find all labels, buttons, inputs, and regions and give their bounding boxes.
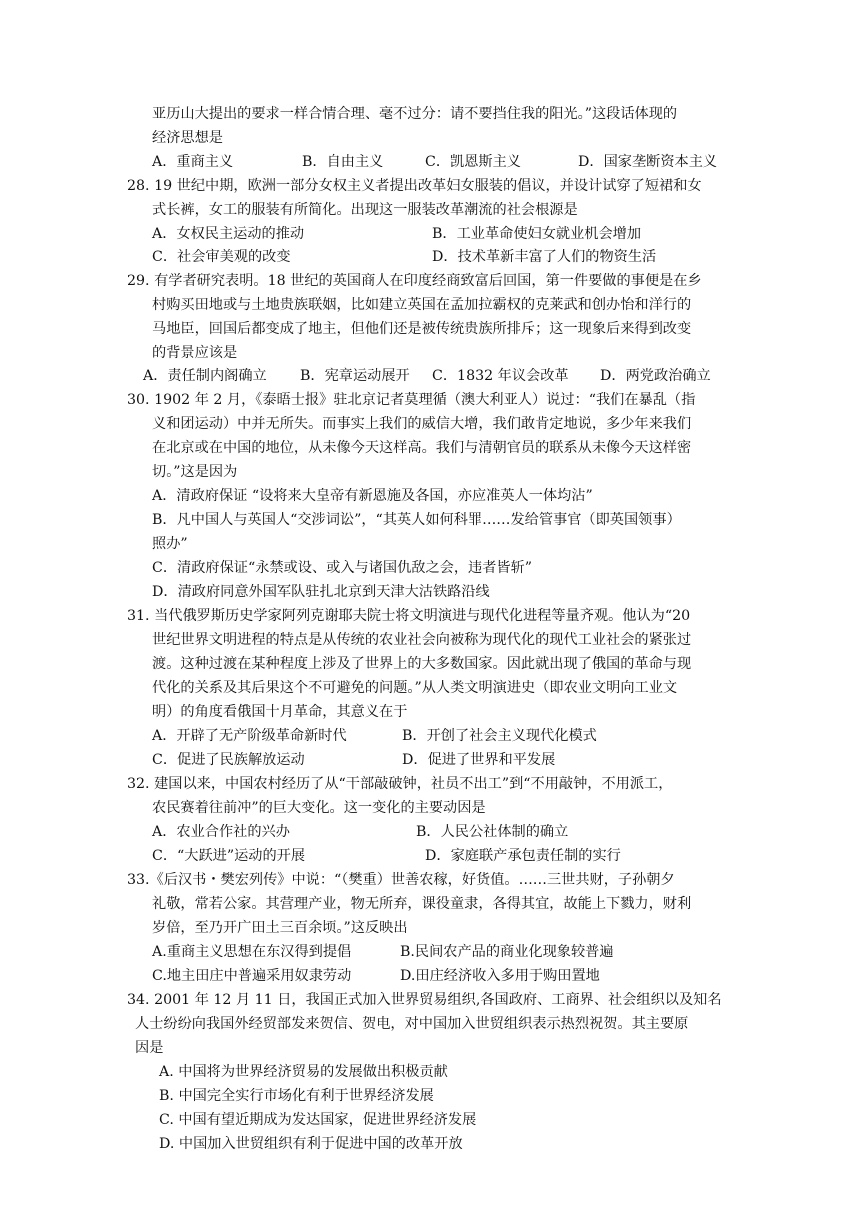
question-31-stem: 渡。这种过渡在某种程度上涉及了世界上的大多数国家。因此就出现了俄国的革命与现 xyxy=(152,656,692,672)
question-34-stem: 34. 2001 年 12 月 11 日，我国正式加入世界贸易组织,各国政府、工商界、社会组织以及知名 xyxy=(127,992,722,1008)
option-c: C．促进了民族解放运动 xyxy=(152,752,305,768)
option-b: B．凡中国人与英国人“交涉词讼”，“其英人如何科罪……发给管事官（即英国领事） xyxy=(152,512,681,528)
option-c: C．社会审美观的改变 xyxy=(152,249,291,265)
question-31-stem: 代化的关系及其后果这个不可避免的问题。”从人类文明演进史（即农业文明向工业文 xyxy=(152,680,678,696)
question-33-stem: 礼敬，常若公家。其营理产业，物无所弃，课役童隶，各得其宜，故能上下戮力，财利 xyxy=(152,896,692,912)
option-a: A. 中国将为世界经济贸易的发展做出积极贡献 xyxy=(159,1064,448,1080)
question-30-stem: 切。”这是因为 xyxy=(152,464,238,480)
option-b: B.民间农产品的商业化现象较普遍 xyxy=(400,944,614,960)
option-a: A．开辟了无产阶级革命新时代 xyxy=(152,728,347,744)
option-b: B. 中国完全实行市场化有利于世界经济发展 xyxy=(159,1088,434,1104)
option-d: D．促进了世界和平发展 xyxy=(402,752,556,768)
option-d: D.田庄经济收入多用于购田置地 xyxy=(400,968,600,984)
option-a: A.重商主义思想在东汉得到提倡 xyxy=(152,944,352,960)
question-31-stem: 31. 当代俄罗斯历史学家阿列克谢耶夫院士将文明演进与现代化进程等量齐观。他认为“20 xyxy=(127,608,691,624)
option-b: B．工业革命使妇女就业机会增加 xyxy=(432,226,642,242)
option-b: B．宪章运动展开 xyxy=(300,368,410,384)
option-c: C．清政府保证“永禁或设、或入与诸国仇敌之会，违者皆斩” xyxy=(152,560,533,576)
question-32-stem: 农民赛着往前冲”的巨大变化。这一变化的主要动因是 xyxy=(152,800,486,816)
question-34-stem: 人士纷纷向我国外经贸部发来贺信、贺电，对中国加入世贸组织表示热烈祝贺。其主要原 xyxy=(135,1016,689,1032)
question-34-stem: 因是 xyxy=(135,1040,164,1056)
question-33-stem: 33.《后汉书・樊宏列传》中说：“（樊重）世善农稼，好货值。……三世共财，子孙朝夕 xyxy=(127,872,675,888)
question-32-stem: 32. 建国以来，中国农村经历了从“干部敲破钟，社员不出工”到“不用敲钟，不用派工， xyxy=(127,776,673,792)
option-b: B．开创了社会主义现代化模式 xyxy=(402,728,597,744)
option-d: D．家庭联产承包责任制的实行 xyxy=(425,848,621,864)
option-c: C．1832 年议会改革 xyxy=(432,368,569,384)
question-29-stem: 的背景应该是 xyxy=(152,345,238,361)
option-b: B．人民公社体制的确立 xyxy=(416,824,569,840)
question-33-stem: 岁倍，至乃开广田土三百余顷。”这反映出 xyxy=(152,920,408,936)
question-29-stem: 马地臣，回国后都变成了地主，但他们还是被传统贵族所排斥；这一现象后来得到改变 xyxy=(152,321,692,337)
option-c: C.地主田庄中普遍采用奴隶劳动 xyxy=(152,968,352,984)
question-27-text-line: 经济思想是 xyxy=(152,130,223,146)
option-d: D．两党政治确立 xyxy=(600,368,711,384)
option-c: C．“大跃进”运动的开展 xyxy=(152,848,306,864)
option-d: D．国家垄断资本主义 xyxy=(578,154,718,170)
question-28-stem: 式长裤，女工的服装有所简化。出现这一服装改革潮流的社会根源是 xyxy=(152,202,578,218)
question-31-stem: 明）的角度看俄国十月革命，其意义在于 xyxy=(152,704,408,720)
question-29-stem: 村购买田地或与土地贵族联姻，比如建立英国在孟加拉霸权的克莱武和创办怡和洋行的 xyxy=(152,297,692,313)
option-a: A．清政府保证 “设将来大皇帝有新恩施及各国，亦应准英人一体均沾” xyxy=(152,488,593,504)
question-27-text-line: 亚历山大提出的要求一样合情合理、毫不过分：请不要挡住我的阳光。”这段话体现的 xyxy=(152,106,678,122)
option-a: A．农业合作社的兴办 xyxy=(152,824,290,840)
option-c: C. 中国有望近期成为发达国家，促进世界经济发展 xyxy=(159,1112,477,1128)
option-c: C．凯恩斯主义 xyxy=(425,154,521,170)
option-a: A．女权民主运动的推动 xyxy=(152,226,305,242)
option-a: A．重商主义 xyxy=(152,154,234,170)
question-30-stem: 义和团运动）中并无所失。而事实上我们的威信大增，我们敢肯定地说，多少年来我们 xyxy=(152,416,692,432)
option-a: A．责任制内阁确立 xyxy=(143,368,267,384)
question-28-stem: 28. 19 世纪中期，欧洲一部分女权主义者提出改革妇女服装的倡议，并设计试穿了短裙和女 xyxy=(127,178,702,194)
option-d: D. 中国加入世贸组织有利于促进中国的改革开放 xyxy=(159,1136,463,1152)
question-31-stem: 世纪世界文明进程的特点是从传统的农业社会向被称为现代化的现代工业社会的紧张过 xyxy=(152,632,692,648)
option-b: B．自由主义 xyxy=(302,154,384,170)
option-b-continued: 照办” xyxy=(152,536,188,552)
question-30-stem: 在北京或在中国的地位，从未像今天这样高。我们与清朝官员的联系从未像今天这样密 xyxy=(152,440,692,456)
question-29-stem: 29. 有学者研究表明。18 世纪的英国商人在印度经商致富后回国，第一件要做的事便是在乡 xyxy=(127,273,702,289)
question-30-stem: 30. 1902 年 2 月，《泰晤士报》驻北京记者莫理循（澳大利亚人）说过：“我们在暴乱（指 xyxy=(127,392,696,408)
option-d: D．技术革新丰富了人们的物资生活 xyxy=(432,249,657,265)
option-d: D．清政府同意外国军队驻扎北京到天津大沽铁路沿线 xyxy=(152,584,490,600)
